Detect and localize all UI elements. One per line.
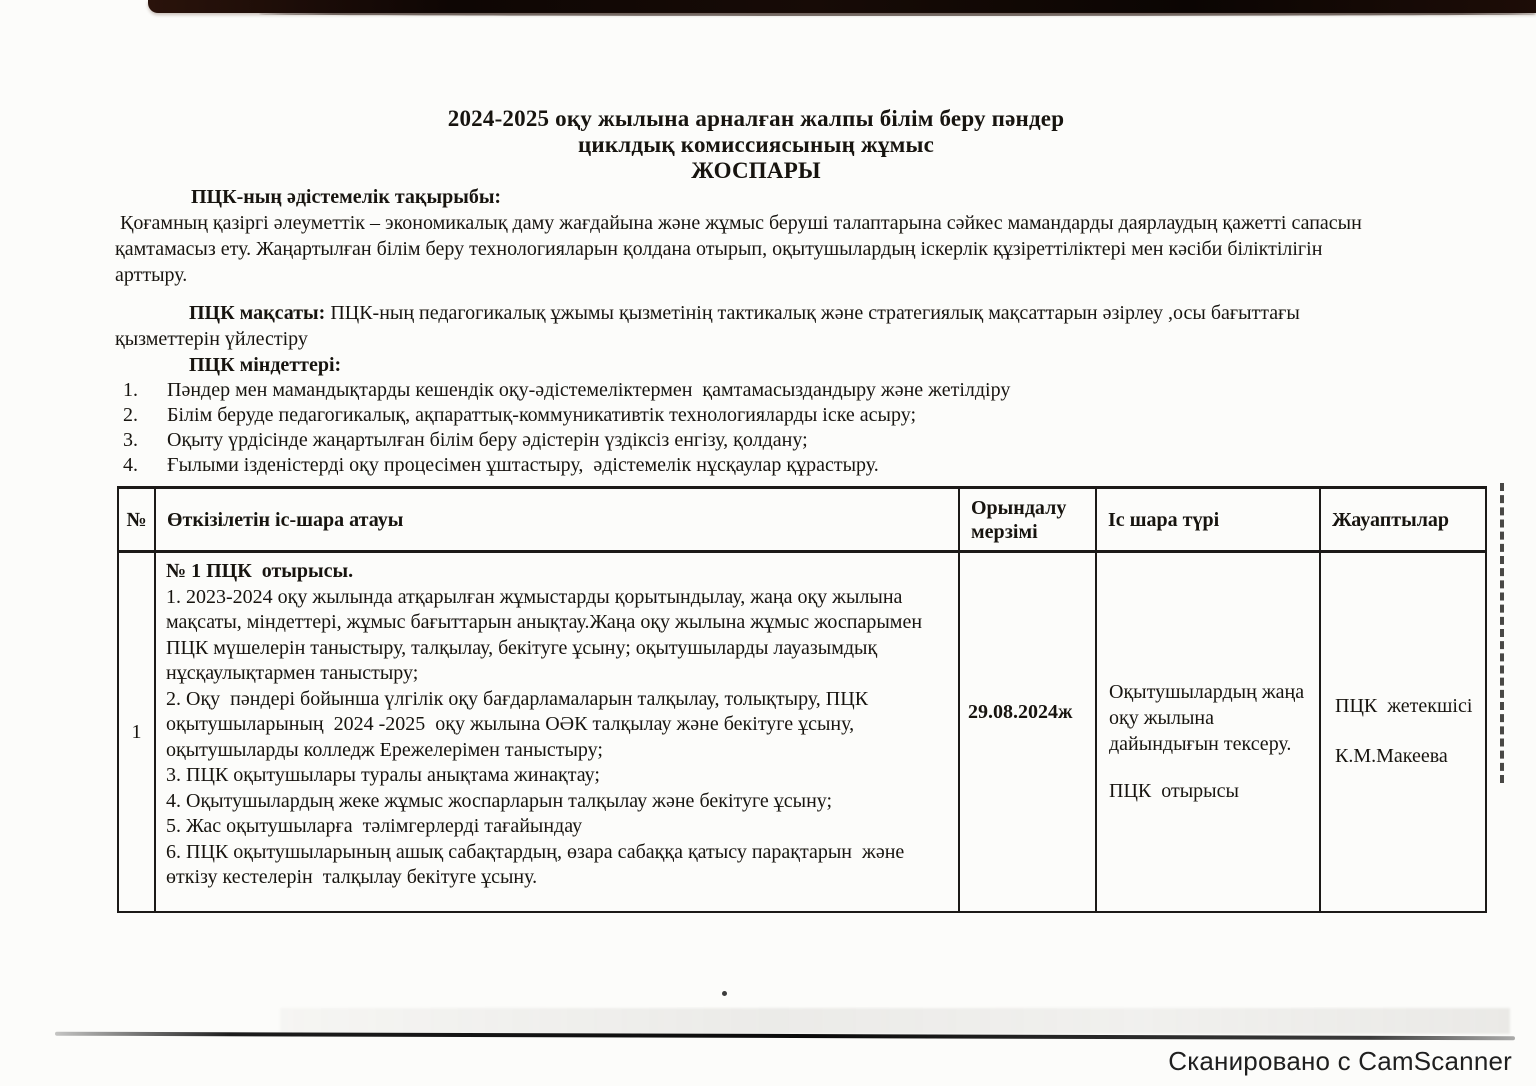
activity-title: № 1 ПЦК отырысы. [166, 560, 354, 582]
title-line-1: 2024-2025 оқу жылына арналған жалпы білім беру пәндер [447, 106, 1065, 131]
tasks-heading: ПЦК міндеттері: [189, 354, 342, 376]
task-number: 3. [123, 429, 138, 451]
cell-responsible [1319, 553, 1485, 911]
responsible-role: ПЦК жетекшісі [1335, 695, 1473, 717]
goal-label: ПЦК мақсаты: [189, 302, 326, 324]
plan-table [117, 486, 1487, 913]
method-topic-heading: ПЦК-ның әдістемелік тақырыбы: [191, 186, 502, 208]
activity-item: 6. ПЦК оқытушыларының ашық сабақтардың, өзара сабаққа қатысу парақтарын және өткізу кестелерін талқылау бекітуге ұсыну. [166, 840, 910, 888]
table-row [119, 553, 1485, 911]
cell-event-type [1095, 553, 1319, 911]
column-header-date: Орындалу мерзімі [958, 489, 1095, 550]
task-text: Оқыту үрдісінде жаңартылған білім беру әдістерін үздіксіз енгізу, қолдану; [167, 429, 808, 451]
task-text: Білім беруде педагогикалық, ақпараттық-коммуникативтік технологияларды іске асыру; [167, 404, 917, 426]
column-header-type: Іс шара түрі [1095, 489, 1319, 550]
task-text: Ғылыми ізденістерді оқу процесімен ұштастыру, әдістемелік нұсқаулар құрастыру. [167, 454, 879, 476]
tasks-list [115, 378, 1397, 478]
event-type-meeting: ПЦК отырысы [1109, 780, 1239, 802]
activity-item: 2. Оқу пәндері бойынша үлгілік оқу бағдарламаларын талқылау, толықтыру, ПЦК оқытушыларының 2024 -2025 оқу жылына ОӘК талқылау және бекітуге ұсыну, оқытушыларды колледж Ережелерімен таныстыру; [166, 687, 874, 761]
task-item [115, 428, 1397, 453]
task-item [115, 403, 1397, 428]
task-number: 2. [123, 404, 138, 426]
activity-item: 3. ПЦК оқытушылары туралы анықтама жинақтау; [166, 764, 600, 786]
column-header-responsible: Жауаптылар [1319, 489, 1485, 550]
scan-artifact-top-band [148, 0, 1536, 13]
scan-artifact-right-dashes [1500, 483, 1504, 783]
title-line-2: циклдық комиссиясының жұмыс [577, 132, 935, 157]
title-line-3: ЖОСПАРЫ [691, 158, 821, 183]
cell-row-number: 1 [131, 720, 142, 743]
document-body [115, 106, 1397, 478]
activity-item: 5. Жас оқытушыларға тәлімгерлерді тағайындау [166, 815, 583, 837]
scan-artifact-smudge [280, 1008, 1510, 1034]
responsible-name: К.М.Макеева [1335, 745, 1448, 767]
goal-paragraph [115, 300, 1397, 352]
cell-execution-date: 29.08.2024ж [958, 553, 1095, 911]
scan-artifact-dot [722, 991, 727, 996]
camscanner-watermark: Сканировано с CamScanner [1168, 1046, 1512, 1076]
event-type-check: Оқытушылардың жаңа оқу жылына дайындығын тексеру. [1109, 681, 1310, 755]
activity-item: 4. Оқытушылардың жеке жұмыс жоспарларын талқылау және бекітуге ұсыну; [166, 789, 833, 812]
activity-item: 1. 2023-2024 оқу жылында атқарылған жұмыстарды қорытындылау, жаңа оқу жылына мақсаты, міндеттері, жұмыс бағыттарын анықтау.Жаңа оқу жылына жұмыс жоспарымен ПЦК мүшелерін таныстыру, талқылау, бекітуге ұсыну; оқытушыларды лауазымдық нұсқаулықтармен таныстыру; [166, 585, 933, 684]
task-number: 1. [123, 379, 138, 401]
task-item [115, 378, 1397, 403]
task-text: Пәндер мен мамандықтарды кешендік оқу-әдістемеліктермен қамтамасыздандыру және жетілдіру [167, 379, 1011, 401]
document-title [115, 106, 1397, 184]
method-topic-paragraph: Қоғамның қазіргі әлеуметтік – экономикалық даму жағдайына және жұмыс беруші талаптарына сәйкес мамандарды даярлаудың қажетті сапасын қамтамасыз ету. Жаңартылған білім беру технологияларын қолдана отырып, оқытушылардың іскерлік құзіреттіліктері мен кәсіби біліктілігін арттыру. [115, 212, 1367, 286]
column-header-activity: Өткізілетін іс-шара атауы [154, 489, 958, 550]
cell-activity [154, 553, 958, 911]
task-number: 4. [123, 454, 138, 476]
column-header-number: № [126, 508, 147, 531]
task-item [115, 453, 1397, 478]
table-header-row [119, 489, 1485, 553]
goal-text: ПЦК-ның педагогикалық ұжымы қызметінің тактикалық және стратегиялық мақсаттарын әзірлеу ,осы бағыттағы қызметтерін үйлестіру [115, 302, 1305, 350]
